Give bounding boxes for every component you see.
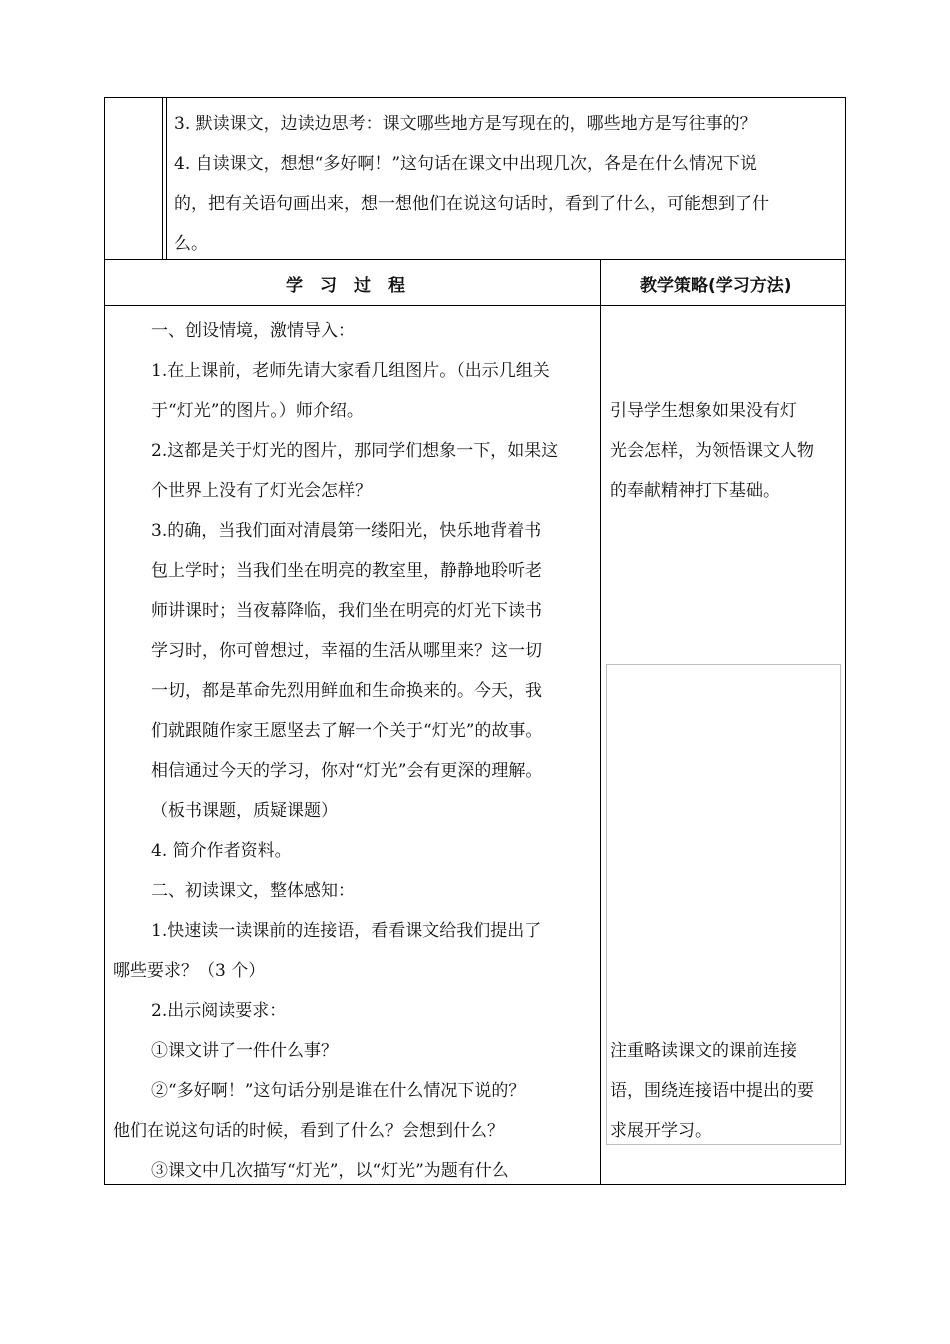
process-line: 包上学时；当我们坐在明亮的教室里，静静地聆听老 (151, 561, 542, 581)
process-line: 师讲课时；当夜幕降临，我们坐在明亮的灯光下读书 (151, 601, 542, 621)
process-line: ②“多好啊！”这句话分别是谁在什么情况下说的？ (151, 1081, 526, 1101)
top-section-divider-right (166, 97, 167, 260)
header-bottom-border (104, 305, 846, 306)
top-line: 么。 (174, 234, 208, 254)
table-top-border (104, 97, 846, 98)
process-line: 相信通过今天的学习，你对“灯光”会有更深的理解。 (151, 761, 543, 781)
process-line: 于“灯光”的图片。）师介绍。 (151, 401, 364, 421)
strategy-line: 求展开学习。 (610, 1121, 712, 1141)
process-line: 1.快速读一读课前的连接语，看看课文给我们提出了 (151, 921, 542, 941)
top-section-divider-left (162, 97, 163, 260)
strategy-note-box (606, 664, 841, 1145)
strategy-line: 的奉献精神打下基础。 (610, 481, 780, 501)
process-line: 3.的确，当我们面对清晨第一缕阳光，快乐地背着书 (151, 521, 542, 541)
table-left-border (104, 97, 105, 1185)
strategy-line: 语，围绕连接语中提出的要 (610, 1081, 814, 1101)
strategy-line: 注重略读课文的课前连接 (610, 1041, 797, 1061)
top-line: 4. 自读课文，想想“多好啊！”这句话在课文中出现几次，各是在什么情况下说 (174, 154, 758, 174)
top-line: 的，把有关语句画出来，想一想他们在说这句话时，看到了什么，可能想到了什 (174, 194, 769, 214)
process-line: 哪些要求？（3 个） (113, 961, 266, 981)
process-line: 一、创设情境，激情导入： (151, 321, 355, 341)
process-line: 2.这都是关于灯光的图片，那同学们想象一下，如果这 (151, 441, 559, 461)
table-right-border (845, 97, 846, 1185)
header-strategy: 教学策略(学习方法) (640, 276, 792, 296)
header-process: 学 习 过 程 (286, 276, 405, 296)
strategy-line: 引导学生想象如果没有灯 (610, 401, 797, 421)
header-top-border (104, 259, 846, 260)
process-line: 2.出示阅读要求： (151, 1001, 287, 1021)
process-line: ③课文中几次描写“灯光”，以“灯光”为题有什么 (151, 1161, 509, 1181)
process-line: 二、初读课文，整体感知： (151, 881, 355, 901)
table-bottom-border (104, 1184, 846, 1185)
strategy-line: 光会怎样，为领悟课文人物 (610, 441, 814, 461)
process-line: 1.在上课前，老师先请大家看几组图片。（出示几组关 (151, 361, 550, 381)
process-line: 4. 简介作者资料。 (151, 841, 292, 861)
process-line: 一切，都是革命先烈用鲜血和生命换来的。今天，我 (151, 681, 542, 701)
process-line: 学习时，你可曾想过，幸福的生活从哪里来？这一切 (151, 641, 542, 661)
process-line: 他们在说这句话的时候，看到了什么？会想到什么？ (113, 1121, 504, 1141)
process-line: 个世界上没有了灯光会怎样？ (151, 481, 372, 501)
top-line: 3. 默读课文，边读边思考：课文哪些地方是写现在的，哪些地方是写往事的？ (174, 114, 757, 134)
process-line: ①课文讲了一件什么事？ (151, 1041, 338, 1061)
process-line: （板书课题，质疑课题） (151, 801, 338, 821)
column-divider (600, 259, 601, 1185)
process-line: 们就跟随作家王愿坚去了解一个关于“灯光”的故事。 (151, 721, 543, 741)
